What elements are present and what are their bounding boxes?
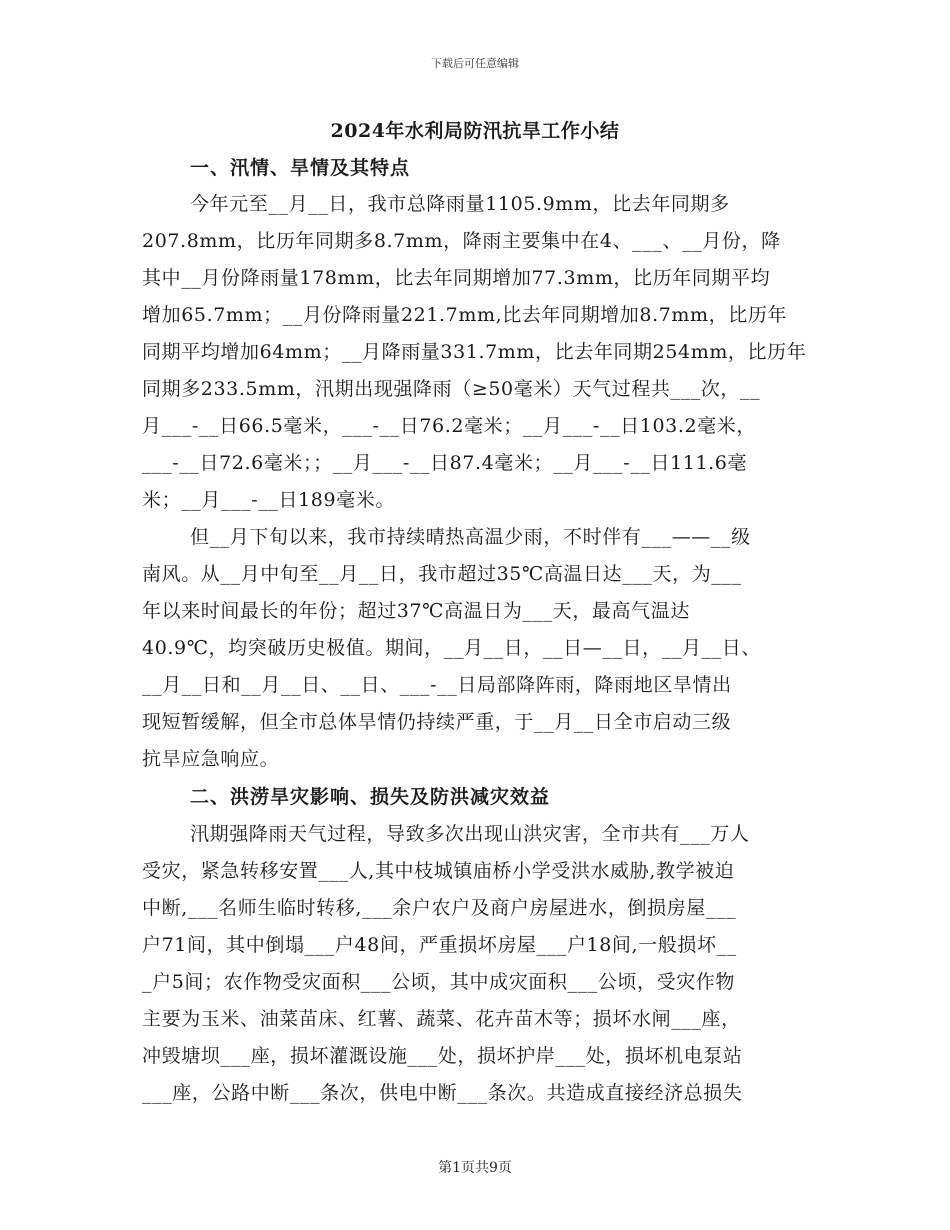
paragraph-line: 抗旱应急响应。 — [142, 748, 280, 770]
paragraph-line: 月___-__日66.5毫米，___-__日76.2毫米；__月___-__日103.2毫米， — [142, 415, 756, 437]
paragraph-line: 今年元至__月__日，我市总降雨量1105.9mm，比去年同期多 — [190, 193, 730, 215]
page-footer: 第1页共9页 — [438, 1160, 512, 1176]
paragraph-line: 汛期强降雨天气过程，导致多次出现山洪灾害，全市共有___万人 — [190, 823, 750, 845]
paragraph-line: 同期平均增加64mm；__月降雨量331.7mm，比去年同期254mm，比历年 — [142, 341, 807, 363]
paragraph-line: 40.9℃，均突破历史极值。期间，__月__日，__日—__日，__月__日、 — [142, 637, 761, 659]
paragraph-line: _户5间；农作物受灾面积___公顷，其中成灾面积___公顷，受灾作物 — [142, 971, 735, 993]
paragraph-line: 南风。从__月中旬至__月__日，我市超过35℃高温日达___天，为___ — [142, 563, 742, 585]
paragraph-line: ___-__日72.6毫米；；__月___-__日87.4毫米；__月___-__日111.6毫 — [142, 452, 748, 474]
paragraph-line: 主要为玉米、油菜苗床、红薯、蔬菜、花卉苗木等；损坏水闸___座， — [142, 1008, 741, 1030]
paragraph-line: 年以来时间最长的年份；超过37℃高温日为___天，最高气温达 — [142, 600, 690, 622]
header-note: 下载后可任意编辑 — [431, 57, 519, 70]
document-title: 2024年水利局防汛抗旱工作小结 — [330, 120, 620, 142]
paragraph-line: 但__月下旬以来，我市持续晴热高温少雨，不时伴有___——__级 — [190, 526, 751, 548]
paragraph-line: 冲毁塘坝___座，损坏灌溉设施___处，损坏护岸___处，损坏机电泵站 — [142, 1045, 743, 1067]
paragraph-line: 户71间，其中倒塌___户48间，严重损坏房屋___户18间,一般损坏__ — [142, 934, 737, 956]
paragraph-line: 同期多233.5mm，汛期出现强降雨（≥50毫米）天气过程共___次，__ — [142, 378, 761, 400]
section-heading-1: 一、汛情、旱情及其特点 — [190, 157, 411, 179]
paragraph-line: 增加65.7mm；__月份降雨量221.7mm,比去年同期增加8.7mm，比历年 — [142, 304, 788, 326]
paragraph-line: 其中__月份降雨量178mm，比去年同期增加77.3mm，比历年同期平均 — [142, 267, 771, 289]
paragraph-line: 米；__月___-__日189毫米。 — [142, 489, 395, 511]
paragraph-line: 中断,___名师生临时转移,___余户农户及商户房屋进水，倒损房屋___ — [142, 897, 737, 919]
paragraph-line: 现短暂缓解，但全市总体旱情仍持续严重，于__月__日全市启动三级 — [142, 711, 732, 733]
paragraph-line: 207.8mm，比历年同期多8.7mm，降雨主要集中在4、___、__月份，降 — [142, 230, 781, 252]
paragraph-line: __月__日和__月__日、__日、___-__日局部降阵雨，降雨地区旱情出 — [142, 674, 732, 696]
section-heading-2: 二、洪涝旱灾影响、损失及防洪减灾效益 — [190, 786, 551, 808]
paragraph-line: ___座，公路中断___条次，供电中断___条次。共造成直接经济总损失 — [142, 1082, 743, 1104]
paragraph-line: 受灾，紧急转移安置___人,其中枝城镇庙桥小学受洪水威胁,教学被迫 — [142, 860, 735, 882]
